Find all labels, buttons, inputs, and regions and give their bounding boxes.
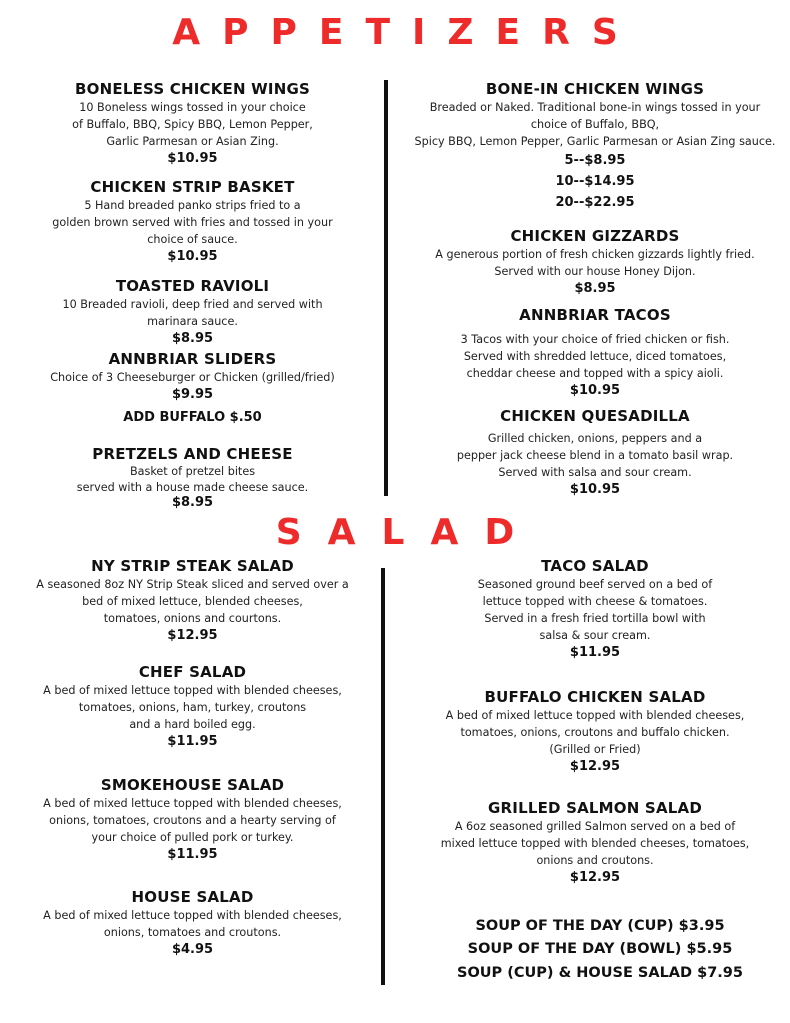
menu-item-chef-salad — [15, 663, 370, 750]
item-price: $4.95 — [171, 942, 214, 957]
item-price: $8.95 — [574, 281, 616, 296]
item-description: 10 Boneless wings tossed in your choice of Buffalo, BBQ, Spicy BBQ, Lemon Pepper, Garlic Parmesan or Asian Zing. — [72, 101, 313, 148]
menu-item-toasted-ravioli — [15, 277, 370, 347]
item-name: BUFFALO CHICKEN SALAD — [484, 688, 706, 706]
item-description: 3 Tacos with your choice of fried chicken or fish. Served with shredded lettuce, diced tomatoes, cheddar cheese and topped with a spicy aioli. — [460, 333, 730, 380]
item-price: $11.95 — [167, 734, 218, 749]
item-description: Breaded or Naked. Traditional bone-in wings tossed in your choice of Buffalo, BBQ, Spicy BBQ, Lemon Pepper, Garlic Parmesan or Asian Zing sauce. — [414, 101, 776, 148]
item-description: 10 Breaded ravioli, deep fried and served with marinara sauce. — [62, 298, 323, 328]
item-description: A bed of mixed lettuce topped with blended cheeses, tomatoes, onions, ham, turkey, croutons and a hard boiled egg. — [43, 684, 342, 731]
item-price: $11.95 — [569, 645, 621, 660]
item-name: HOUSE SALAD — [131, 888, 254, 906]
soup-cup-price: SOUP OF THE DAY (CUP) $3.95 — [475, 918, 725, 934]
menu-item-buffalo-chicken-salad — [400, 688, 790, 775]
item-name: PRETZELS AND CHEESE — [92, 445, 293, 463]
appetizers-heading: APPETIZERS — [172, 12, 640, 53]
item-description: Choice of 3 Cheeseburger or Chicken (grilled/fried) — [50, 371, 335, 384]
item-price-20: 20--$22.95 — [555, 195, 635, 210]
item-name: GRILLED SALMON SALAD — [488, 799, 702, 817]
menu-item-chicken-strip-basket — [15, 178, 370, 265]
item-name: TOASTED RAVIOLI — [115, 277, 270, 295]
item-price: $12.95 — [569, 759, 621, 774]
menu-item-house-salad — [15, 888, 370, 958]
menu-item-pretzels-cheese — [15, 445, 370, 509]
item-price: $10.95 — [167, 249, 218, 264]
item-name: ANNBRIAR TACOS — [519, 306, 671, 324]
item-description: A 6oz seasoned grilled Salmon served on a bed of mixed lettuce topped with blended cheeses, tomatoes, onions and croutons. — [440, 820, 750, 867]
menu-item-smokehouse-salad — [15, 776, 370, 863]
item-price: $10.95 — [569, 383, 621, 398]
menu-item-ny-strip-salad — [15, 557, 370, 644]
item-description: A bed of mixed lettuce topped with blended cheeses, onions, tomatoes, croutons and a hearty serving of your choice of pulled pork or turkey. — [43, 797, 342, 844]
item-description: A seasoned 8oz NY Strip Steak sliced and served over a bed of mixed lettuce, blended cheeses, tomatoes, onions and courtons. — [36, 578, 349, 625]
item-description: Seasoned ground beef served on a bed of lettuce topped with cheese & tomatoes. Served in a fresh fried tortilla bowl with salsa & sour cream. — [477, 578, 713, 642]
item-name: NY STRIP STEAK SALAD — [91, 557, 294, 575]
soup-salad-combo-price: SOUP (CUP) & HOUSE SALAD $7.95 — [457, 965, 743, 981]
item-name: ANNBRIAR SLIDERS — [108, 350, 277, 368]
item-name: SMOKEHOUSE SALAD — [100, 776, 285, 794]
item-description: A bed of mixed lettuce topped with blended cheeses, tomatoes, onions, croutons and buffalo chicken. (Grilled or Fried) — [445, 709, 745, 756]
menu-item-annbriar-tacos — [400, 306, 790, 399]
menu-item-chicken-quesadilla — [400, 407, 790, 498]
menu-item-boneless-wings — [15, 80, 370, 167]
item-price: $8.95 — [171, 331, 214, 346]
item-description: 5 Hand breaded panko strips fried to a golden brown served with fries and tossed in your choice of sauce. — [52, 199, 333, 246]
item-name: CHICKEN QUESADILLA — [500, 407, 690, 425]
menu-item-annbriar-sliders — [15, 350, 370, 403]
item-price: $12.95 — [167, 628, 218, 643]
menu-item-bone-in-wings — [400, 80, 790, 213]
add-buffalo-note: ADD BUFFALO $.50 — [123, 410, 262, 425]
item-price: $8.95 — [171, 495, 214, 510]
menu-item-taco-salad — [400, 557, 790, 661]
item-price-5: 5--$8.95 — [564, 153, 626, 168]
item-price: $12.95 — [569, 870, 621, 885]
appetizers-column-divider — [384, 80, 388, 496]
item-price: $11.95 — [167, 847, 218, 862]
menu-item-grilled-salmon-salad — [400, 799, 790, 886]
item-description: A generous portion of fresh chicken gizzards lightly fried. Served with our house Honey Dijon. — [435, 248, 755, 278]
item-description: A bed of mixed lettuce topped with blended cheeses, onions, tomatoes and croutons. — [43, 909, 342, 939]
item-name: BONE-IN CHICKEN WINGS — [485, 80, 705, 98]
item-description: Grilled chicken, onions, peppers and a pepper jack cheese blend in a tomato basil wrap. Served with salsa and sour cream. — [456, 432, 734, 479]
item-price: $9.95 — [171, 387, 214, 402]
item-name: CHEF SALAD — [138, 663, 247, 681]
soup-bowl-price: SOUP OF THE DAY (BOWL) $5.95 — [467, 941, 733, 957]
item-name: CHICKEN GIZZARDS — [510, 227, 680, 245]
salad-heading: SALAD — [275, 512, 541, 553]
item-name: TACO SALAD — [541, 557, 649, 575]
item-price-10: 10--$14.95 — [555, 174, 635, 189]
item-description: Basket of pretzel bites served with a house made cheese sauce. — [76, 465, 309, 494]
salad-column-divider — [381, 568, 385, 985]
item-price: $10.95 — [167, 151, 218, 166]
item-name: BONELESS CHICKEN WINGS — [75, 80, 310, 98]
item-name: CHICKEN STRIP BASKET — [90, 178, 295, 196]
item-price: $10.95 — [569, 482, 621, 497]
menu-item-chicken-gizzards — [400, 227, 790, 297]
